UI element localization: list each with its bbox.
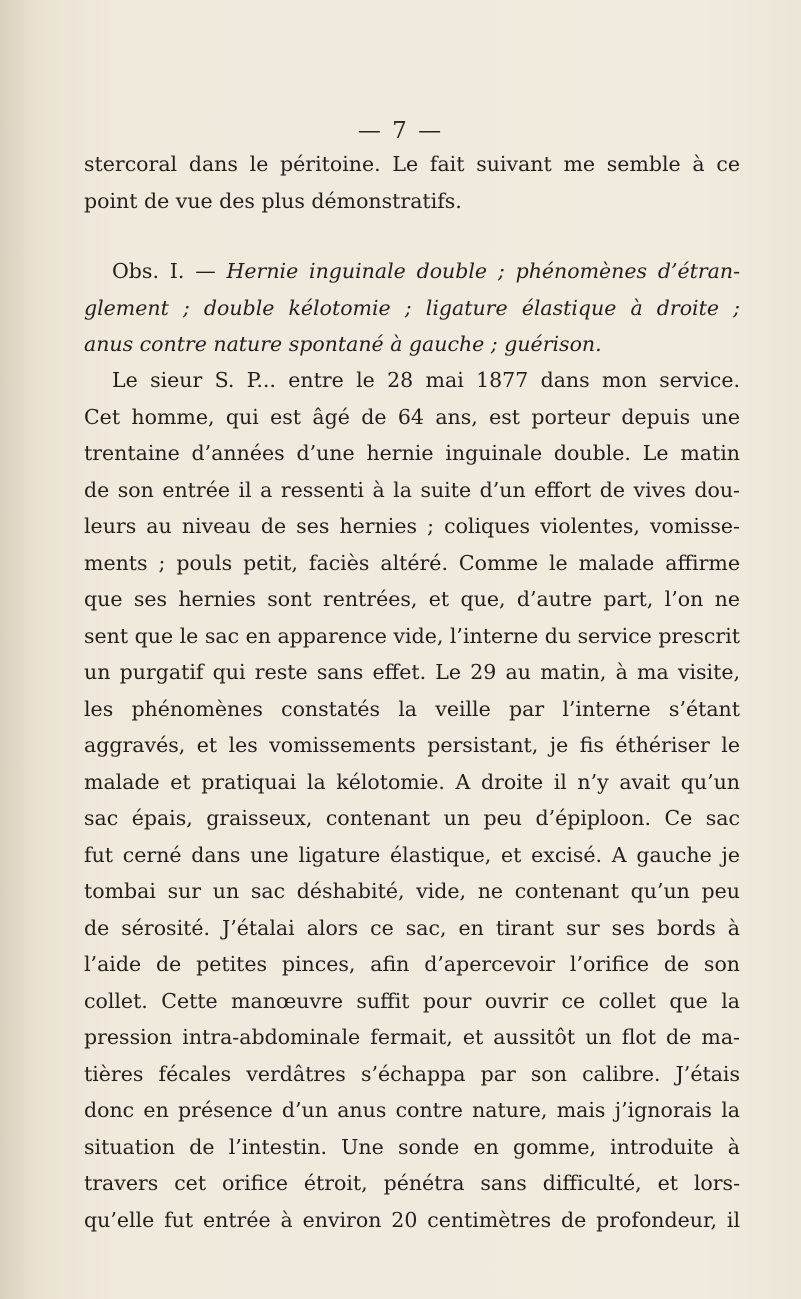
- observation-label: Obs. I. —: [112, 259, 227, 283]
- text-line: Le sieur S. P... entre le 28 mai 1877 dans mon service.: [112, 368, 740, 392]
- text-line: de sérosité. J’étalai alors ce sac, en tirant sur ses bords à: [84, 915, 740, 940]
- intro-paragraph: [84, 146, 740, 219]
- text-line: collet. Cette manœuvre suffit pour ouvrir ce collet que la: [84, 988, 740, 1013]
- text-line: travers cet orifice étroit, pénétra sans difficulté, et lors-: [84, 1171, 740, 1195]
- text-line: tombai sur un sac déshabité, vide, ne contenant qu’un peu: [84, 879, 740, 903]
- text-line: sac épais, graisseux, contenant un peu d’épiploon. Ce sac: [84, 806, 740, 830]
- text-line: situation de l’intestin. Une sonde en gomme, introduite à: [84, 1134, 740, 1159]
- text-line: de son entrée il a ressenti à la suite d’un effort de vives dou-: [84, 477, 740, 502]
- text-line: un purgatif qui reste sans effet. Le 29 au matin, à ma visite,: [84, 660, 740, 684]
- text-line: aggravés, et les vomissements persistant, je fis éthériser le: [84, 733, 740, 757]
- text-line: fut cerné dans une ligature élastique, et excisé. A gauche je: [84, 842, 740, 867]
- text-line: l’aide de petites pinces, afin d’apercevoir l’orifice de son: [84, 952, 740, 976]
- text-line: qu’elle fut entrée à environ 20 centimètres de profondeur, il: [84, 1207, 740, 1232]
- text-line: [84, 253, 740, 290]
- observation-title-part: anus contre nature spontané à gauche ; guérison.: [84, 332, 602, 356]
- text-line: ments ; pouls petit, faciès altéré. Comme le malade affirme: [84, 550, 740, 575]
- text-line: sent que le sac en apparence vide, l’interne du service prescrit: [84, 623, 740, 648]
- page-number: — 7 —: [357, 118, 444, 144]
- text-line: leurs au niveau de ses hernies ; coliques violentes, vomisse-: [84, 514, 740, 538]
- text-line: malade et pratiquai la kélotomie. A droite il n’y avait qu’un: [84, 769, 740, 794]
- text-line: trentaine d’années d’une hernie inguinale double. Le matin: [84, 441, 740, 465]
- text-line: Cet homme, qui est âgé de 64 ans, est porteur depuis une: [84, 404, 740, 429]
- text-line: pression intra-abdominale fermait, et aussitôt un flot de ma-: [84, 1025, 740, 1049]
- text-line: tières fécales verdâtres s’échappa par son calibre. J’étais: [84, 1061, 740, 1086]
- observation-heading: [84, 253, 740, 363]
- text-line: les phénomènes constatés la veille par l’interne s’étant: [84, 696, 740, 721]
- text-line: que ses hernies sont rentrées, et que, d’autre part, l’on ne: [84, 587, 740, 611]
- text-line: stercoral dans le péritoine. Le fait suivant me semble à ce: [84, 152, 740, 176]
- observation-title-part: glement ; double kélotomie ; ligature élastique à droite ;: [84, 295, 740, 320]
- text-line: point de vue des plus démonstratifs.: [84, 188, 462, 213]
- text-line: donc en présence d’un anus contre nature, mais j’ignorais la: [84, 1098, 740, 1122]
- body-paragraph: [84, 362, 740, 1238]
- observation-title-part: Hernie inguinale double ; phénomènes d’étran-: [226, 259, 740, 283]
